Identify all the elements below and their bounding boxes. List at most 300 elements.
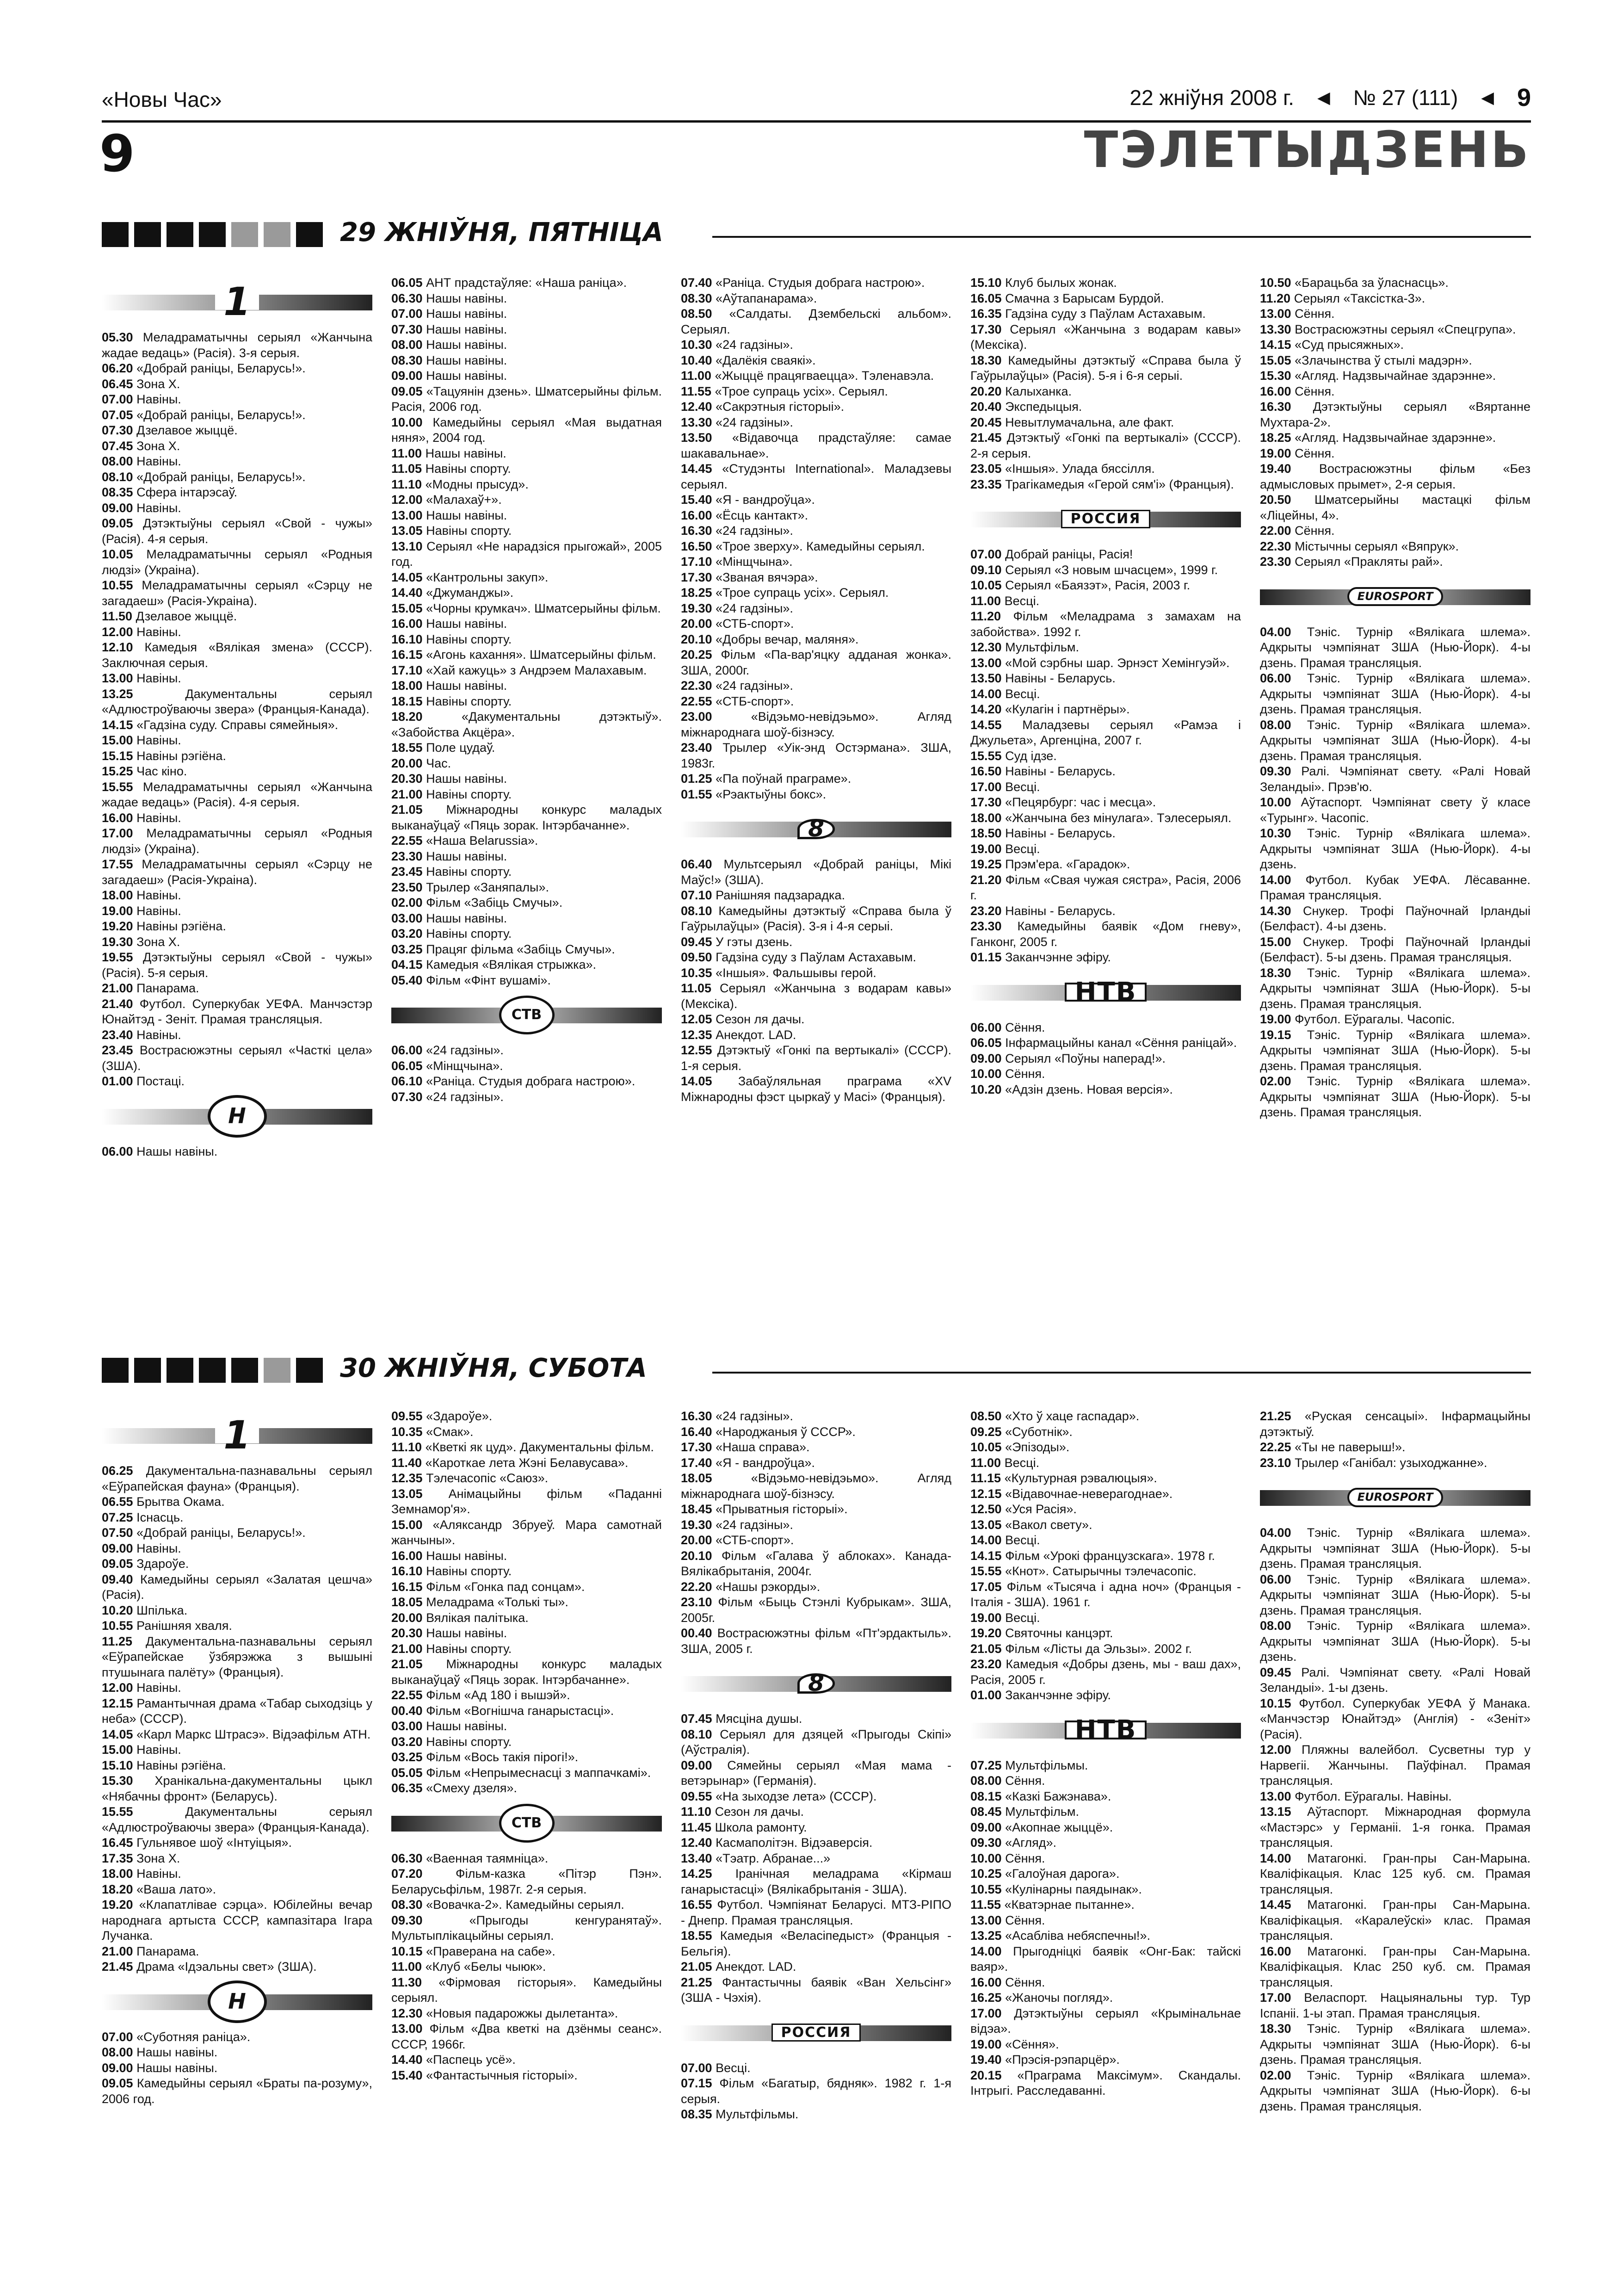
program-entry [102, 1696, 372, 1727]
program-time: 20.00 [681, 1533, 712, 1547]
program-title: Камедыйны дэтэктыў «Справа была ў Гаўрылаўцы» (Расія). 5-я і 6-я серыі. [970, 353, 1241, 383]
program-title: «Руская сенсацыі». Інфармацыйны дэтэктыў. [1260, 1409, 1530, 1439]
program-entry [970, 578, 1241, 594]
channel-euro-icon: EUROSPORT [1347, 587, 1444, 606]
program-title: Тэніс. Турнір «Вялікага шлема». Адкрыты чэмпіянат ЗША (Нью-Йорк). 5-ы дзень. [1260, 1619, 1530, 1664]
program-time: 17.10 [391, 663, 423, 677]
program-title: Нашы навіны. [426, 911, 507, 925]
program-entry [681, 2076, 951, 2107]
program-time: 09.30 [391, 1913, 423, 1927]
issue-info [1129, 83, 1531, 112]
schedule-column [970, 1409, 1241, 2099]
program-time: 19.15 [1260, 1027, 1291, 1042]
program-time: 08.00 [102, 2045, 133, 2059]
program-entry [970, 842, 1241, 857]
program-title: «Паспець усё». [426, 2053, 516, 2067]
program-time: 07.30 [391, 322, 423, 336]
program-entry [681, 368, 951, 384]
program-entry [681, 554, 951, 570]
program-title: Нашы навіны. [426, 353, 507, 367]
program-entry [102, 1634, 372, 1681]
program-title: Тэніс. Турнір «Вялікага шлема». Адкрыты чэмпіянат ЗША (Нью-Йорк). 5-ы дзень. Прамая трансляцыя. [1260, 1526, 1530, 1571]
program-time: 20.45 [970, 415, 1002, 429]
program-entry [102, 733, 372, 749]
program-entry [970, 1486, 1241, 1502]
program-time: 07.00 [102, 2030, 133, 2044]
program-entry [391, 1866, 662, 1897]
program-time: 06.00 [102, 1144, 133, 1158]
program-entry [970, 2068, 1241, 2099]
program-entry [970, 1866, 1241, 1882]
program-entry [681, 523, 951, 539]
program-entry [391, 2006, 662, 2022]
program-time: 12.00 [102, 1681, 133, 1695]
program-title: Шматсерыйны мастацкі фільм «Ліцейны, 4». [1260, 493, 1530, 522]
program-entry [681, 1012, 951, 1027]
program-time: 17.35 [102, 1851, 133, 1865]
program-entry [102, 1773, 372, 1804]
program-entry [1260, 2021, 1530, 2068]
program-entry [102, 1758, 372, 1774]
program-title: Мультфільмы. [1005, 1758, 1088, 1772]
program-title: «Суд прысяжных». [1295, 338, 1404, 352]
program-time: 14.15 [102, 718, 133, 732]
program-entry [391, 1579, 662, 1595]
program-entry [970, 1851, 1241, 1867]
channel-one-icon: 1 [215, 1428, 259, 1443]
program-time: 22.55 [681, 694, 712, 708]
program-title: Час. [426, 756, 451, 770]
program-time: 15.55 [970, 749, 1002, 763]
program-time: 08.45 [970, 1805, 1002, 1819]
program-title: Святочны канцэрт. [1005, 1626, 1113, 1640]
program-entry [1260, 1572, 1530, 1619]
program-entry [681, 1533, 951, 1548]
program-title: Навіны. [136, 733, 181, 747]
program-time: 22.20 [681, 1579, 712, 1594]
channel-ont-icon: Н [208, 1980, 267, 2023]
schedule-column [391, 1409, 662, 2083]
program-time: 10.55 [970, 1882, 1002, 1896]
program-time: 12.15 [970, 1486, 1002, 1501]
program-time: 16.15 [391, 1579, 423, 1594]
program-title: Зона Х. [136, 934, 180, 949]
channel-ntv-icon: НТВ [1065, 1720, 1147, 1740]
program-time: 14.00 [1260, 1851, 1291, 1865]
program-title: «24 гадзіны». [716, 338, 793, 352]
program-title: «Кулінарны паядынак». [1005, 1882, 1142, 1896]
program-title: «Барацьба за ўласнасць». [1295, 276, 1449, 290]
program-time: 16.40 [681, 1424, 712, 1439]
program-title: «СТБ-спорт». [716, 1533, 794, 1547]
program-entry [1260, 492, 1530, 523]
program-title: «Агляд». [1005, 1836, 1057, 1850]
program-entry [391, 787, 662, 803]
program-entry [681, 2061, 951, 2076]
program-entry [391, 1703, 662, 1719]
program-time: 23.50 [391, 880, 423, 894]
program-time: 19.30 [681, 601, 712, 615]
program-entry [391, 2068, 662, 2084]
program-title: Вострасюжэтны фільм «Без адмысловых прымет», 2-я серыя. [1260, 462, 1530, 491]
program-title: Тэніс. Турнір «Вялікага шлема». Адкрыты чэмпіянат ЗША (Нью-Йорк). 4-ы дзень. Прамая трансляцыя. [1260, 671, 1530, 716]
program-entry [391, 384, 662, 415]
channel-logo-rossia [681, 2011, 951, 2054]
section-title: ТЭЛЕТЫДЗЕНЬ [1084, 121, 1530, 179]
program-time: 03.25 [391, 1750, 423, 1764]
program-time: 05.30 [102, 330, 133, 344]
program-title: «Аўтапанарама». [716, 291, 817, 305]
program-entry [1260, 1944, 1530, 1991]
program-title: «Жаночы погляд». [1005, 1991, 1113, 2005]
program-time: 23.10 [681, 1595, 712, 1609]
program-title: «Далёкія сваякі». [716, 353, 816, 367]
program-time: 07.00 [970, 547, 1002, 561]
program-entry [102, 981, 372, 996]
program-time: 11.00 [970, 594, 1001, 608]
program-title: Меладраматычны серыял «Жанчына жадае ведаць» (Расія). 3-я серыя. [102, 330, 372, 360]
program-entry [391, 1765, 662, 1781]
big-page-number: 9 [99, 124, 135, 183]
program-title: Нашы навіны. [426, 322, 507, 336]
program-entry [681, 1579, 951, 1595]
program-title: Мультфільмы. [716, 2107, 799, 2121]
program-time: 06.00 [391, 1043, 423, 1057]
program-time: 21.05 [391, 803, 423, 817]
program-time: 23.30 [1260, 555, 1291, 569]
program-entry [681, 740, 951, 771]
program-time: 21.00 [102, 1944, 133, 1958]
issue-date: 22 жніўня 2008 г. [1129, 86, 1294, 110]
program-title: «Аляксандр Збруеў. Мара самотнай жанчыны». [391, 1517, 662, 1547]
program-entry [391, 322, 662, 338]
program-time: 20.40 [970, 400, 1002, 414]
program-title: Нашы навіны. [426, 1548, 507, 1563]
program-time: 23.10 [1260, 1455, 1291, 1470]
program-time: 15.05 [391, 601, 423, 615]
program-time: 18.30 [1260, 2022, 1291, 2036]
program-entry [391, 1913, 662, 1944]
program-time: 12.40 [681, 1836, 712, 1850]
program-entry [391, 492, 662, 508]
program-time: 11.10 [391, 477, 422, 491]
program-title: «Суботняя раніца». [136, 2030, 251, 2044]
channel-logo-one [102, 1414, 372, 1457]
program-time: 13.30 [681, 415, 712, 429]
program-entry [391, 911, 662, 927]
program-title: Сезон ля дачы. [716, 1012, 805, 1026]
program-title: «Вакол свету». [1005, 1517, 1092, 1532]
program-time: 14.05 [681, 1074, 712, 1088]
program-title: Анекдот. LAD. [716, 1027, 796, 1042]
publication-name: «Новы Час» [102, 87, 222, 111]
program-time: 16.35 [970, 307, 1002, 321]
program-time: 20.10 [681, 1548, 712, 1563]
program-title: Навіны. [136, 1681, 181, 1695]
program-entry [102, 485, 372, 501]
program-title: «24 гадзіны». [716, 524, 793, 538]
program-title: Трылер «Заняпалы». [426, 880, 549, 894]
program-time: 14.00 [1260, 873, 1291, 887]
program-title: Футбол. Чэмпіянат Беларусі. МТЗ-РІПО - Днепр. Прамая трансляцыя. [681, 1898, 951, 1927]
program-title: Нашы навіны. [426, 1719, 507, 1733]
schedule-column [1260, 1409, 1530, 2114]
program-title: Навіны. [136, 454, 181, 468]
program-time: 18.30 [970, 353, 1002, 367]
program-time: 06.30 [391, 291, 423, 305]
program-time: 13.05 [970, 1517, 1002, 1532]
program-title: Мультфільм. [1005, 640, 1079, 654]
program-entry [102, 423, 372, 439]
program-title: Камедыя «Добры дзень, мы - ваш дах», Расія, 2005 г. [970, 1657, 1241, 1687]
channel-8-icon: 8 [797, 819, 835, 839]
program-time: 10.20 [970, 1082, 1002, 1096]
program-time: 09.25 [970, 1424, 1002, 1439]
program-title: Маладзевы серыял «Рамэа і Джульета», Аргенціна, 2007 г. [970, 718, 1241, 747]
divider [712, 236, 1531, 238]
program-entry [391, 1897, 662, 1913]
program-time: 13.05 [391, 524, 423, 538]
program-entry [391, 1781, 662, 1796]
program-entry [391, 2052, 662, 2068]
program-time: 19.00 [970, 2037, 1002, 2051]
program-title: Навіны спорту. [426, 524, 512, 538]
program-time: 15.05 [1260, 353, 1291, 367]
program-time: 11.20 [1260, 291, 1291, 305]
program-time: 07.50 [102, 1526, 133, 1540]
program-entry [102, 439, 372, 454]
program-time: 07.45 [681, 1712, 712, 1726]
program-entry [391, 1074, 662, 1089]
day-heading [102, 217, 1531, 254]
program-time: 13.00 [1260, 307, 1291, 321]
program-time: 14.15 [1260, 338, 1291, 352]
program-entry [1260, 904, 1530, 934]
program-entry [391, 1657, 662, 1688]
program-time: 16.55 [681, 1898, 712, 1912]
program-entry [970, 384, 1241, 400]
program-entry [102, 687, 372, 718]
program-time: 19.30 [102, 934, 133, 949]
program-time: 14.00 [970, 1533, 1002, 1547]
program-entry [681, 1626, 951, 1657]
program-time: 18.30 [1260, 965, 1291, 980]
program-title: Міжнародны конкурс маладых выканаўцаў «Пяць зорак. Інтэрбачанне». [391, 1657, 662, 1687]
program-entry [102, 377, 372, 392]
program-entry [102, 361, 372, 377]
program-entry [1260, 873, 1530, 904]
program-entry [970, 1440, 1241, 1455]
program-time: 11.00 [970, 1455, 1001, 1470]
program-title: Заканчэнне эфіру. [1005, 950, 1111, 964]
program-time: 21.40 [102, 996, 133, 1011]
program-entry [681, 787, 951, 803]
program-title: Шпілька. [136, 1603, 188, 1617]
program-entry [391, 446, 662, 462]
program-time: 13.25 [970, 1929, 1002, 1943]
program-entry [1260, 1012, 1530, 1027]
program-entry [681, 709, 951, 740]
program-time: 21.00 [102, 981, 133, 995]
program-entry [681, 1595, 951, 1626]
program-time: 23.05 [970, 462, 1002, 476]
program-title: «Дакументальны дэтэктыў». «Забойства Акцёра». [391, 710, 662, 739]
program-entry [1260, 1409, 1530, 1440]
program-entry [102, 1043, 372, 1074]
program-entry [970, 687, 1241, 702]
program-time: 08.30 [391, 1898, 423, 1912]
program-entry [681, 857, 951, 888]
program-title: Навіны. [136, 501, 181, 515]
program-time: 18.15 [391, 694, 423, 708]
program-entry [391, 1944, 662, 1960]
program-title: Серыял «Таксістка-3». [1294, 291, 1426, 305]
program-time: 13.50 [970, 671, 1002, 685]
program-entry [681, 694, 951, 710]
channel-rossia-icon: РОССИЯ [771, 2024, 861, 2042]
program-title: Фільм-казка «Пітэр Пэн». Беларусьфільм, 1987г. 2-я серыя. [391, 1867, 662, 1896]
program-time: 08.30 [681, 291, 712, 305]
program-title: Сёння. [1005, 1851, 1045, 1865]
program-time: 09.45 [1260, 1665, 1291, 1679]
program-entry [1260, 826, 1530, 873]
program-entry [970, 795, 1241, 811]
program-entry [1260, 337, 1530, 353]
program-entry [1260, 306, 1530, 322]
program-time: 14.45 [681, 462, 712, 476]
program-title: Трылер «Ганібал: узыходжанне». [1295, 1455, 1487, 1470]
program-entry [970, 1928, 1241, 1944]
program-title: Навіны. [136, 888, 181, 902]
program-title: «24 гадзіны». [426, 1043, 504, 1057]
program-entry [970, 857, 1241, 873]
program-title: «24 гадзіны». [716, 601, 793, 615]
program-title: АНТ прадстаўляе: «Наша раніца». [426, 276, 627, 290]
program-time: 08.00 [1260, 718, 1291, 732]
program-entry [102, 718, 372, 733]
program-entry [391, 353, 662, 369]
day-heading-boxes [102, 1358, 323, 1383]
program-entry [970, 1820, 1241, 1836]
program-time: 19.40 [970, 2053, 1002, 2067]
program-title: Заканчэнне эфіру. [1005, 1688, 1111, 1702]
program-time: 16.30 [1260, 400, 1291, 414]
program-entry [102, 578, 372, 609]
program-entry [391, 368, 662, 384]
program-time: 09.00 [970, 1820, 1002, 1834]
program-title: «Агонь кахання». Шматсерыйны фільм. [426, 648, 656, 662]
program-title: Серыял для дзяцей «Прыгоды Скіпі» (Аўстралія). [681, 1727, 951, 1757]
program-time: 10.20 [102, 1603, 133, 1617]
program-entry [970, 461, 1241, 477]
program-title: Камедыйны серыял «Залатая цешча» (Расія). [102, 1572, 372, 1602]
program-title: Хранікальна-дакументальны цыкл «Нябачны фронт» (Беларусь). [102, 1774, 372, 1803]
program-entry [102, 950, 372, 981]
program-title: Навіны спорту. [426, 1641, 512, 1656]
program-time: 16.50 [970, 764, 1002, 778]
program-time: 13.50 [681, 431, 712, 445]
program-entry [102, 1525, 372, 1541]
program-entry [970, 609, 1241, 640]
schedule-column [102, 275, 372, 1159]
program-title: Клуб былых жонак. [1005, 276, 1117, 290]
program-title: Матагонкі. Гран-пры Сан-Марына. Кваліфікацыя. Клас 250 куб. см. Прамая трансляцыя. [1260, 1944, 1530, 1989]
program-title: Ралі. Чэмпіянат свету. «Ралі Новай Зеландыі». 1-ы дзень. [1260, 1665, 1530, 1695]
program-time: 08.00 [102, 454, 133, 468]
program-entry [970, 306, 1241, 322]
program-time: 10.30 [681, 338, 712, 352]
program-entry [1260, 965, 1530, 1012]
program-title: «Ваенная таямніца». [426, 1851, 549, 1865]
program-time: 01.00 [970, 1688, 1002, 1702]
program-time: 23.35 [970, 477, 1002, 491]
program-time: 08.30 [391, 353, 423, 367]
program-title: Весці. [1004, 594, 1040, 608]
program-title: Камедыйны серыял «Мая выдатная няня», 2004 год. [391, 415, 662, 445]
program-time: 10.00 [970, 1851, 1002, 1865]
program-title: Прэм'ера. «Гарадок». [1005, 857, 1130, 871]
program-entry [681, 1959, 951, 1975]
program-entry [391, 895, 662, 911]
program-entry [1260, 1897, 1530, 1944]
program-entry [970, 656, 1241, 671]
program-entry [102, 330, 372, 361]
program-entry [970, 873, 1241, 904]
program-time: 18.25 [681, 586, 712, 600]
program-time: 15.00 [102, 733, 133, 747]
program-time: 16.30 [681, 1409, 712, 1423]
program-time: 17.00 [1260, 1991, 1291, 2005]
program-entry [102, 516, 372, 547]
program-time: 01.55 [681, 787, 712, 801]
program-entry [681, 1711, 951, 1727]
program-entry [970, 1548, 1241, 1564]
program-entry [970, 904, 1241, 919]
program-title: Дэтэктыўны серыял «Свой - чужы» (Расія). 5-я серыя. [102, 950, 372, 980]
program-time: 08.50 [681, 307, 712, 321]
program-entry [681, 399, 951, 415]
program-time: 23.45 [391, 865, 423, 879]
program-time: 09.05 [102, 1557, 133, 1571]
program-entry [970, 1502, 1241, 1517]
program-time: 15.00 [102, 1743, 133, 1757]
program-title: Камедыйны дэтэктыў «Справа была ў Гаўрылаўцы» (Расія). 3-я і 4-я серыі. [681, 904, 951, 933]
program-entry [1260, 1696, 1530, 1743]
program-title: «СТБ-спорт». [716, 617, 794, 631]
channel-one-icon: 1 [215, 294, 259, 310]
page-number: 9 [1517, 84, 1531, 111]
program-entry [102, 2030, 372, 2045]
channel-logo-ntv [970, 1709, 1241, 1751]
program-title: Дакументальна-пазнавальны серыял «Еўрапейскае ўзбярэжжа з вышыні птушынага палёту» (Францыя). [102, 1634, 372, 1679]
program-time: 12.10 [102, 640, 133, 654]
program-entry [681, 1502, 951, 1517]
program-time: 17.00 [102, 826, 133, 840]
page-header [102, 76, 1531, 123]
program-time: 16.30 [681, 524, 712, 538]
program-time: 03.00 [391, 911, 423, 925]
program-time: 10.50 [1260, 276, 1291, 290]
program-entry [681, 539, 951, 555]
program-title: «Уся Расія». [1005, 1502, 1077, 1516]
program-entry [102, 749, 372, 764]
program-time: 18.55 [681, 1929, 712, 1943]
program-time: 09.10 [970, 563, 1002, 577]
program-title: «Ты не паверыш!». [1295, 1440, 1406, 1454]
program-time: 09.05 [391, 384, 423, 398]
program-title: «Кароткае лета Жэні Белавусава». [425, 1455, 629, 1470]
program-title: «24 гадзіны». [716, 679, 793, 693]
